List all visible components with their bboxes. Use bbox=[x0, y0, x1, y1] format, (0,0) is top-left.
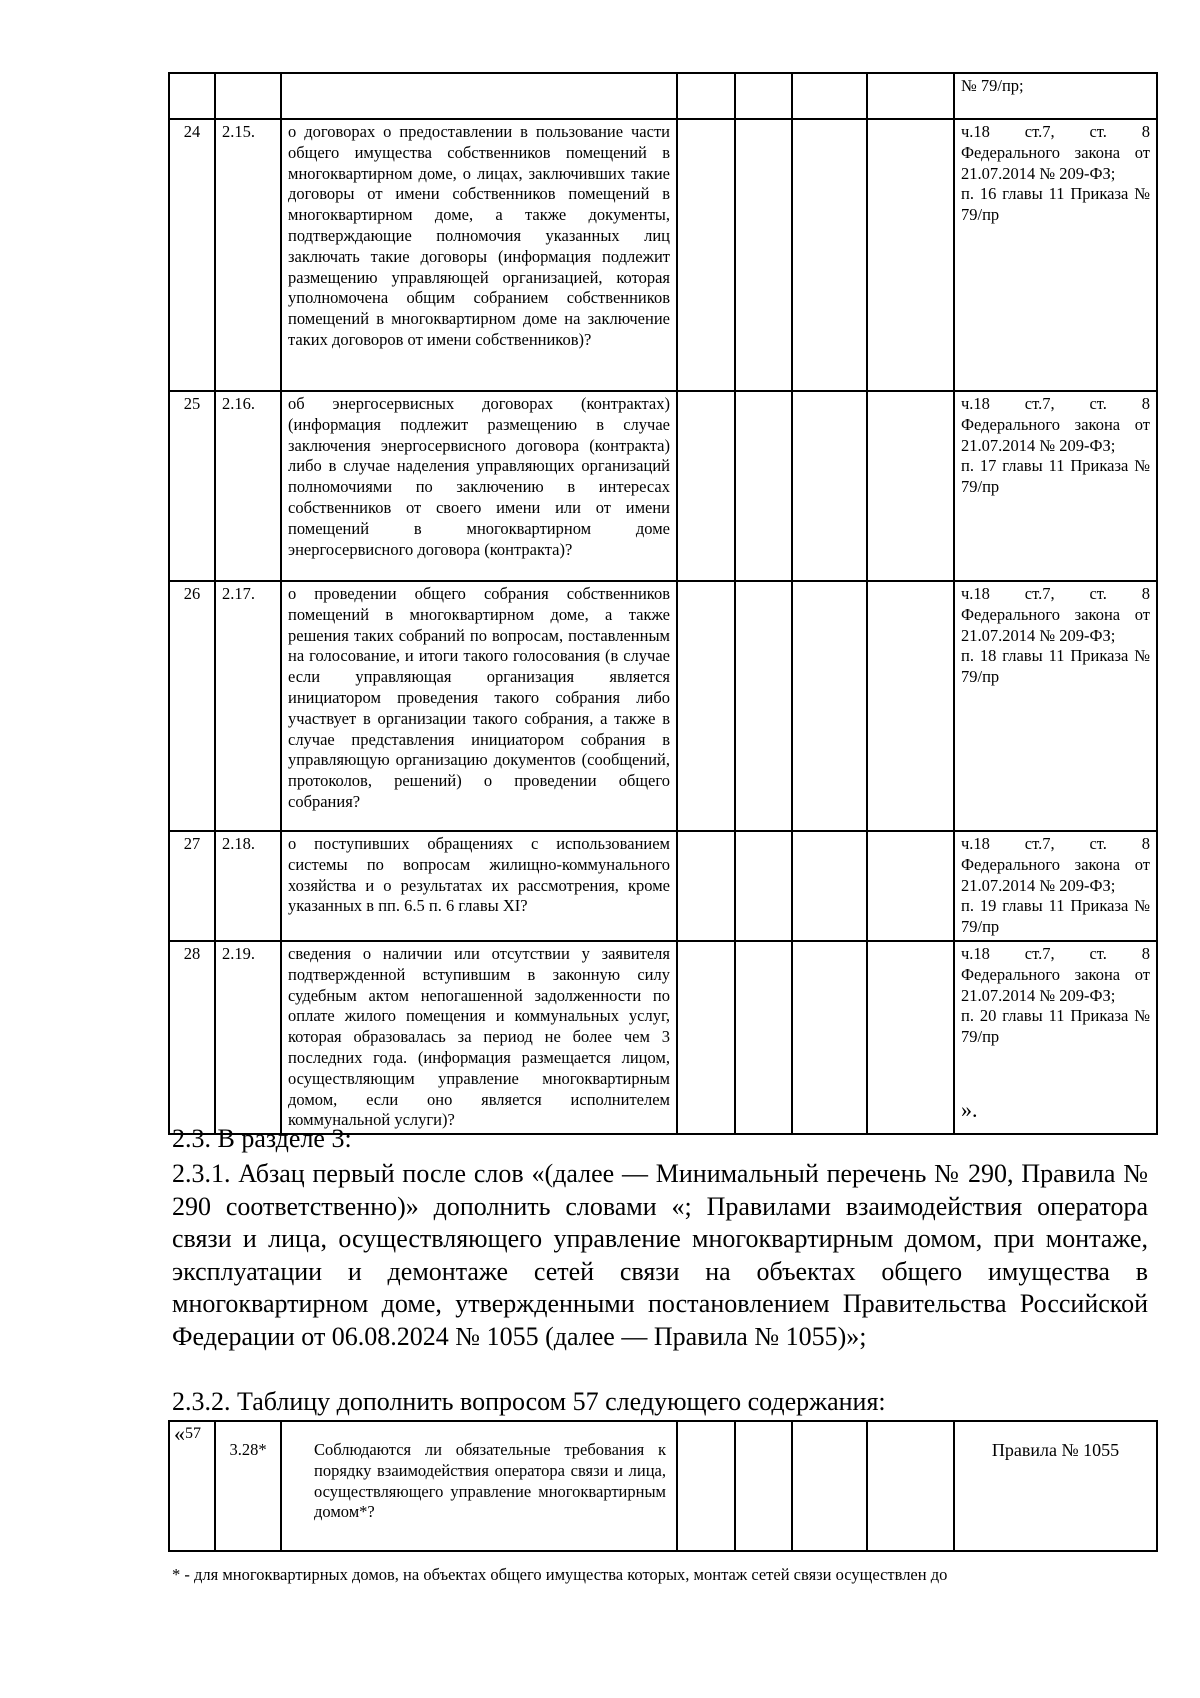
answer-cell bbox=[735, 391, 792, 581]
legal-reference-line: ч.18 ст.7, ст. 8 Федерального закона от 21.07.2014 № 209-ФЗ; bbox=[961, 834, 1150, 895]
legal-reference bbox=[954, 941, 1157, 1134]
item-number bbox=[215, 73, 281, 119]
legal-reference bbox=[954, 581, 1157, 831]
row-number: 24 bbox=[169, 119, 215, 391]
answer-cell bbox=[792, 941, 867, 1134]
answer-cell bbox=[867, 831, 954, 941]
question-text: о проведении общего собрания собственников помещений в многоквартирном доме, а также решения таких собраний по вопросам, поставленным на голосование, и итоги такого голосования (в случае если управляющая организация является инициатором проведения такого собрания либо участвует в организации такого собрания, а также в случае представления инициатором собрания в управляющую организацию документов (сообщений, протоколов, решений) о проведении общего собрания? bbox=[281, 581, 677, 831]
answer-cell bbox=[677, 73, 735, 119]
table-row bbox=[169, 119, 1157, 391]
answer-cell bbox=[792, 73, 867, 119]
question-57-table bbox=[168, 1420, 1158, 1552]
paragraph-2-3-2: 2.3.2. Таблицу дополнить вопросом 57 следующего содержания: bbox=[172, 1387, 886, 1416]
legal-reference-line: ч.18 ст.7, ст. 8 Федерального закона от 21.07.2014 № 209-ФЗ; bbox=[961, 584, 1150, 645]
legal-reference-line: п. 19 главы 11 Приказа № 79/пр bbox=[961, 896, 1150, 937]
answer-cell bbox=[677, 831, 735, 941]
table-row bbox=[169, 581, 1157, 831]
answer-cell bbox=[735, 119, 792, 391]
item-number: 2.15. bbox=[215, 119, 281, 391]
legal-reference: Правила № 1055 bbox=[954, 1421, 1157, 1551]
answer-cell bbox=[867, 581, 954, 831]
question-text: о договорах о предоставлении в пользование части общего имущества собственников помещений в многоквартирном доме, о лицах, заключивших такие договоры от имени собственников помещений в многоквартирном доме, а также документы, подтверждающие полномочия указанных лиц заключать такие договоры (информация подлежит размещению управляющей организацией, которая уполномочена общим собранием собственников помещений в многоквартирном доме на заключение таких договоров от имени собственников)? bbox=[281, 119, 677, 391]
question-text: об энергосервисных договорах (контрактах) (информация подлежит размещению в случае заключения энергосервисного договора (контракта) либо в случае наделения управляющих организаций полномочиями по заключению в интересах собственников от своего имени или от имени помещений в многоквартирном доме энергосервисного договора (контракта)? bbox=[281, 391, 677, 581]
table-row bbox=[169, 941, 1157, 1134]
row-number: 57 bbox=[185, 1425, 201, 1442]
closing-quote: ». bbox=[961, 1096, 978, 1122]
legal-reference bbox=[954, 73, 1157, 119]
answer-cell bbox=[792, 581, 867, 831]
legal-reference bbox=[954, 391, 1157, 581]
answer-cell bbox=[867, 119, 954, 391]
question-text: Соблюдаются ли обязательные требования к порядку взаимодействия оператора связи и лица, осуществляющего управление многоквартирным домом*? bbox=[281, 1421, 677, 1551]
legal-reference-line: п. 18 главы 11 Приказа № 79/пр bbox=[961, 646, 1150, 687]
answer-cell bbox=[677, 941, 735, 1134]
row-number: 28 bbox=[169, 941, 215, 1134]
row-number-cell bbox=[169, 1421, 215, 1551]
legal-reference-line: п. 16 главы 11 Приказа № 79/пр bbox=[961, 184, 1150, 225]
checklist-table bbox=[168, 72, 1158, 1135]
legal-reference-line: ч.18 ст.7, ст. 8 Федерального закона от 21.07.2014 № 209-ФЗ; bbox=[961, 122, 1150, 183]
legal-reference-line: п. 17 главы 11 Приказа № 79/пр bbox=[961, 456, 1150, 497]
table-row bbox=[169, 73, 1157, 119]
answer-cell bbox=[867, 941, 954, 1134]
legal-reference-line: № 79/пр; bbox=[961, 76, 1024, 95]
legal-reference-line: ч.18 ст.7, ст. 8 Федерального закона от 21.07.2014 № 209-ФЗ; bbox=[961, 394, 1150, 455]
question-text: сведения о наличии или отсутствии у заявителя подтвержденной вступившим в законную силу судебным актом непогашенной задолженности по оплате жилого помещения и коммунальных услуг, которая образовалась за период не более чем 3 последних года. (информация размещается лицом, осуществляющим управление многоквартирным домом, если оно является исполнителем коммунальной услуги)? bbox=[281, 941, 677, 1134]
legal-reference-line: ч.18 ст.7, ст. 8 Федерального закона от 21.07.2014 № 209-ФЗ; bbox=[961, 943, 1150, 1005]
answer-cell bbox=[792, 391, 867, 581]
row-number: 25 bbox=[169, 391, 215, 581]
row-number: 26 bbox=[169, 581, 215, 831]
table-row bbox=[169, 1421, 1157, 1551]
answer-cell bbox=[792, 1421, 867, 1551]
row-number bbox=[169, 73, 215, 119]
legal-reference-line: п. 20 главы 11 Приказа № 79/пр bbox=[961, 1006, 1150, 1047]
answer-cell bbox=[677, 581, 735, 831]
row-number: 27 bbox=[169, 831, 215, 941]
question-text: о поступивших обращениях с использованием системы по вопросам жилищно-коммунального хозяйства и о результатах их рассмотрения, кроме указанных в пп. 6.5 п. 6 главы XI? bbox=[281, 831, 677, 941]
opening-quote: « bbox=[174, 1421, 185, 1446]
paragraph-2-3-1: 2.3.1. Абзац первый после слов «(далее — Минимальный перечень № 290, Правила № 290 соответственно)» дополнить словами «; Правилами взаимодействия оператора связи и лица, осуществляющего управление многоквартирным домом, при монтаже, эксплуатации и демонтаже сетей связи на объектах общего имущества в многоквартирном доме, утвержденными постановлением Правительства Российской Федерации от 06.08.2024 № 1055 (далее — Правила № 1055)»; bbox=[172, 1159, 1148, 1351]
item-number: 2.16. bbox=[215, 391, 281, 581]
table-row bbox=[169, 831, 1157, 941]
item-number: 2.18. bbox=[215, 831, 281, 941]
footnote: * - для многоквартирных домов, на объектах общего имущества которых, монтаж сетей связи осуществлен до bbox=[172, 1565, 948, 1584]
answer-cell bbox=[735, 73, 792, 119]
answer-cell bbox=[867, 73, 954, 119]
answer-cell bbox=[677, 119, 735, 391]
answer-cell bbox=[735, 941, 792, 1134]
answer-cell bbox=[735, 831, 792, 941]
legal-reference bbox=[954, 119, 1157, 391]
answer-cell bbox=[735, 581, 792, 831]
item-number: 3.28* bbox=[215, 1421, 281, 1551]
item-number: 2.19. bbox=[215, 941, 281, 1134]
answer-cell bbox=[792, 119, 867, 391]
answer-cell bbox=[792, 831, 867, 941]
legal-reference bbox=[954, 831, 1157, 941]
question-text bbox=[281, 73, 677, 119]
answer-cell bbox=[677, 1421, 735, 1551]
checklist-table-body bbox=[169, 73, 1157, 1134]
answer-cell bbox=[867, 1421, 954, 1551]
answer-cell bbox=[735, 1421, 792, 1551]
item-number: 2.17. bbox=[215, 581, 281, 831]
section-heading: 2.3. В разделе 3: bbox=[172, 1124, 352, 1153]
answer-cell bbox=[867, 391, 954, 581]
answer-cell bbox=[677, 391, 735, 581]
table-row bbox=[169, 391, 1157, 581]
